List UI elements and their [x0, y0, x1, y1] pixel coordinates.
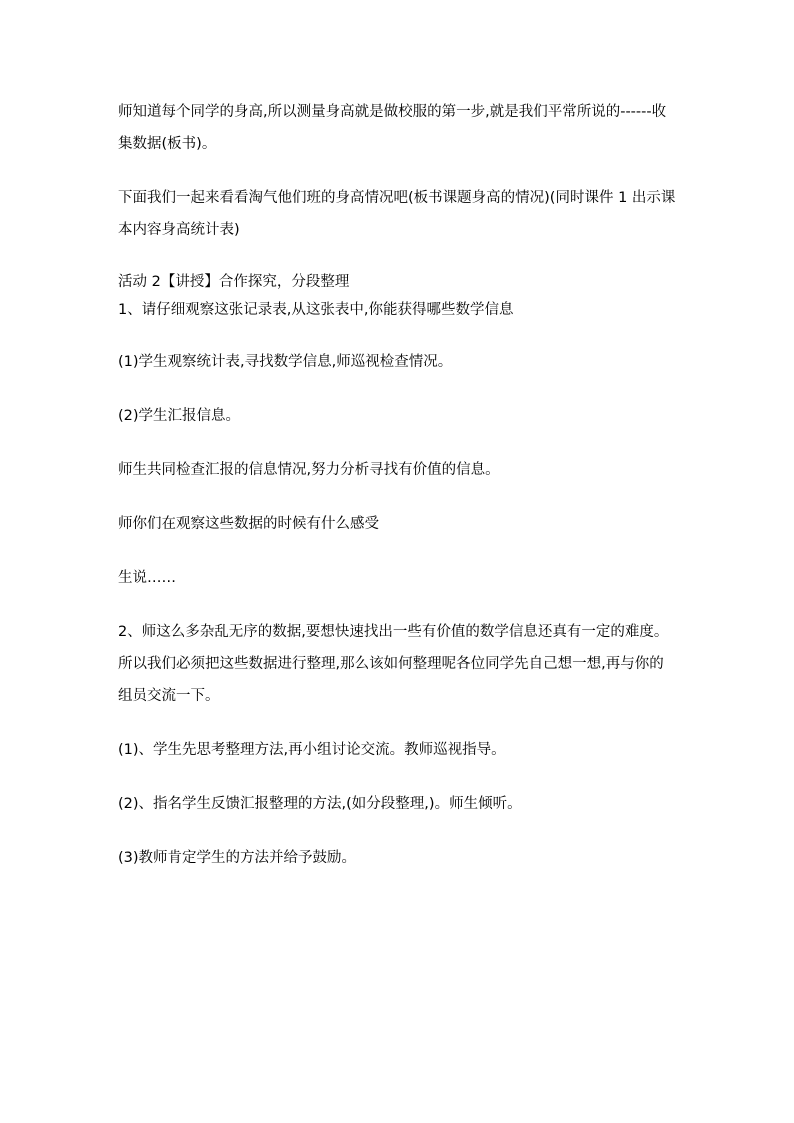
paragraph-step-2-3: (3)教师肯定学生的方法并给予鼓励。 [118, 850, 357, 866]
document-page [118, 96, 678, 874]
activity-heading: 活动 2【讲授】合作探究，分段整理 [118, 274, 350, 290]
paragraph-teacher-question: 师你们在观察这些数据的时候有什么感受 [118, 516, 379, 532]
paragraph-intro: 师知道每个同学的身高,所以测量身高就是做校服的第一步,就是我们平常所说的------收集数据(板书)。 [118, 104, 667, 152]
paragraph-step-1-1: (1)学生观察统计表,寻找数学信息,师巡视检查情况。 [118, 354, 453, 370]
paragraph-step-2-2: (2)、指名学生反馈汇报整理的方法,(如分段整理,)。师生倾听。 [118, 796, 522, 812]
paragraph-view-heights: 下面我们一起来看看淘气他们班的身高情况吧(板书课题身高的情况)(同时课件 1 出示课本内容身高统计表) [118, 190, 676, 238]
paragraph-step-1-2: (2)学生汇报信息。 [118, 408, 241, 424]
paragraph-check-info: 师生共同检查汇报的信息情况,努力分析寻找有价值的信息。 [118, 462, 500, 478]
paragraph-step-2-1: (1)、学生先思考整理方法,再小组讨论交流。教师巡视指导。 [118, 742, 506, 758]
paragraph-step-2: 2、师这么多杂乱无序的数据,要想快速找出一些有价值的数学信息还真有一定的难度。所以我们必须把这些数据进行整理,那么该如何整理呢各位同学先自己想一想,再与你的组员交流一下。 [118, 624, 669, 704]
paragraph-student-answer: 生说…… [118, 570, 176, 586]
paragraph-step-1: 1、请仔细观察这张记录表,从这张表中,你能获得哪些数学信息 [118, 302, 514, 318]
